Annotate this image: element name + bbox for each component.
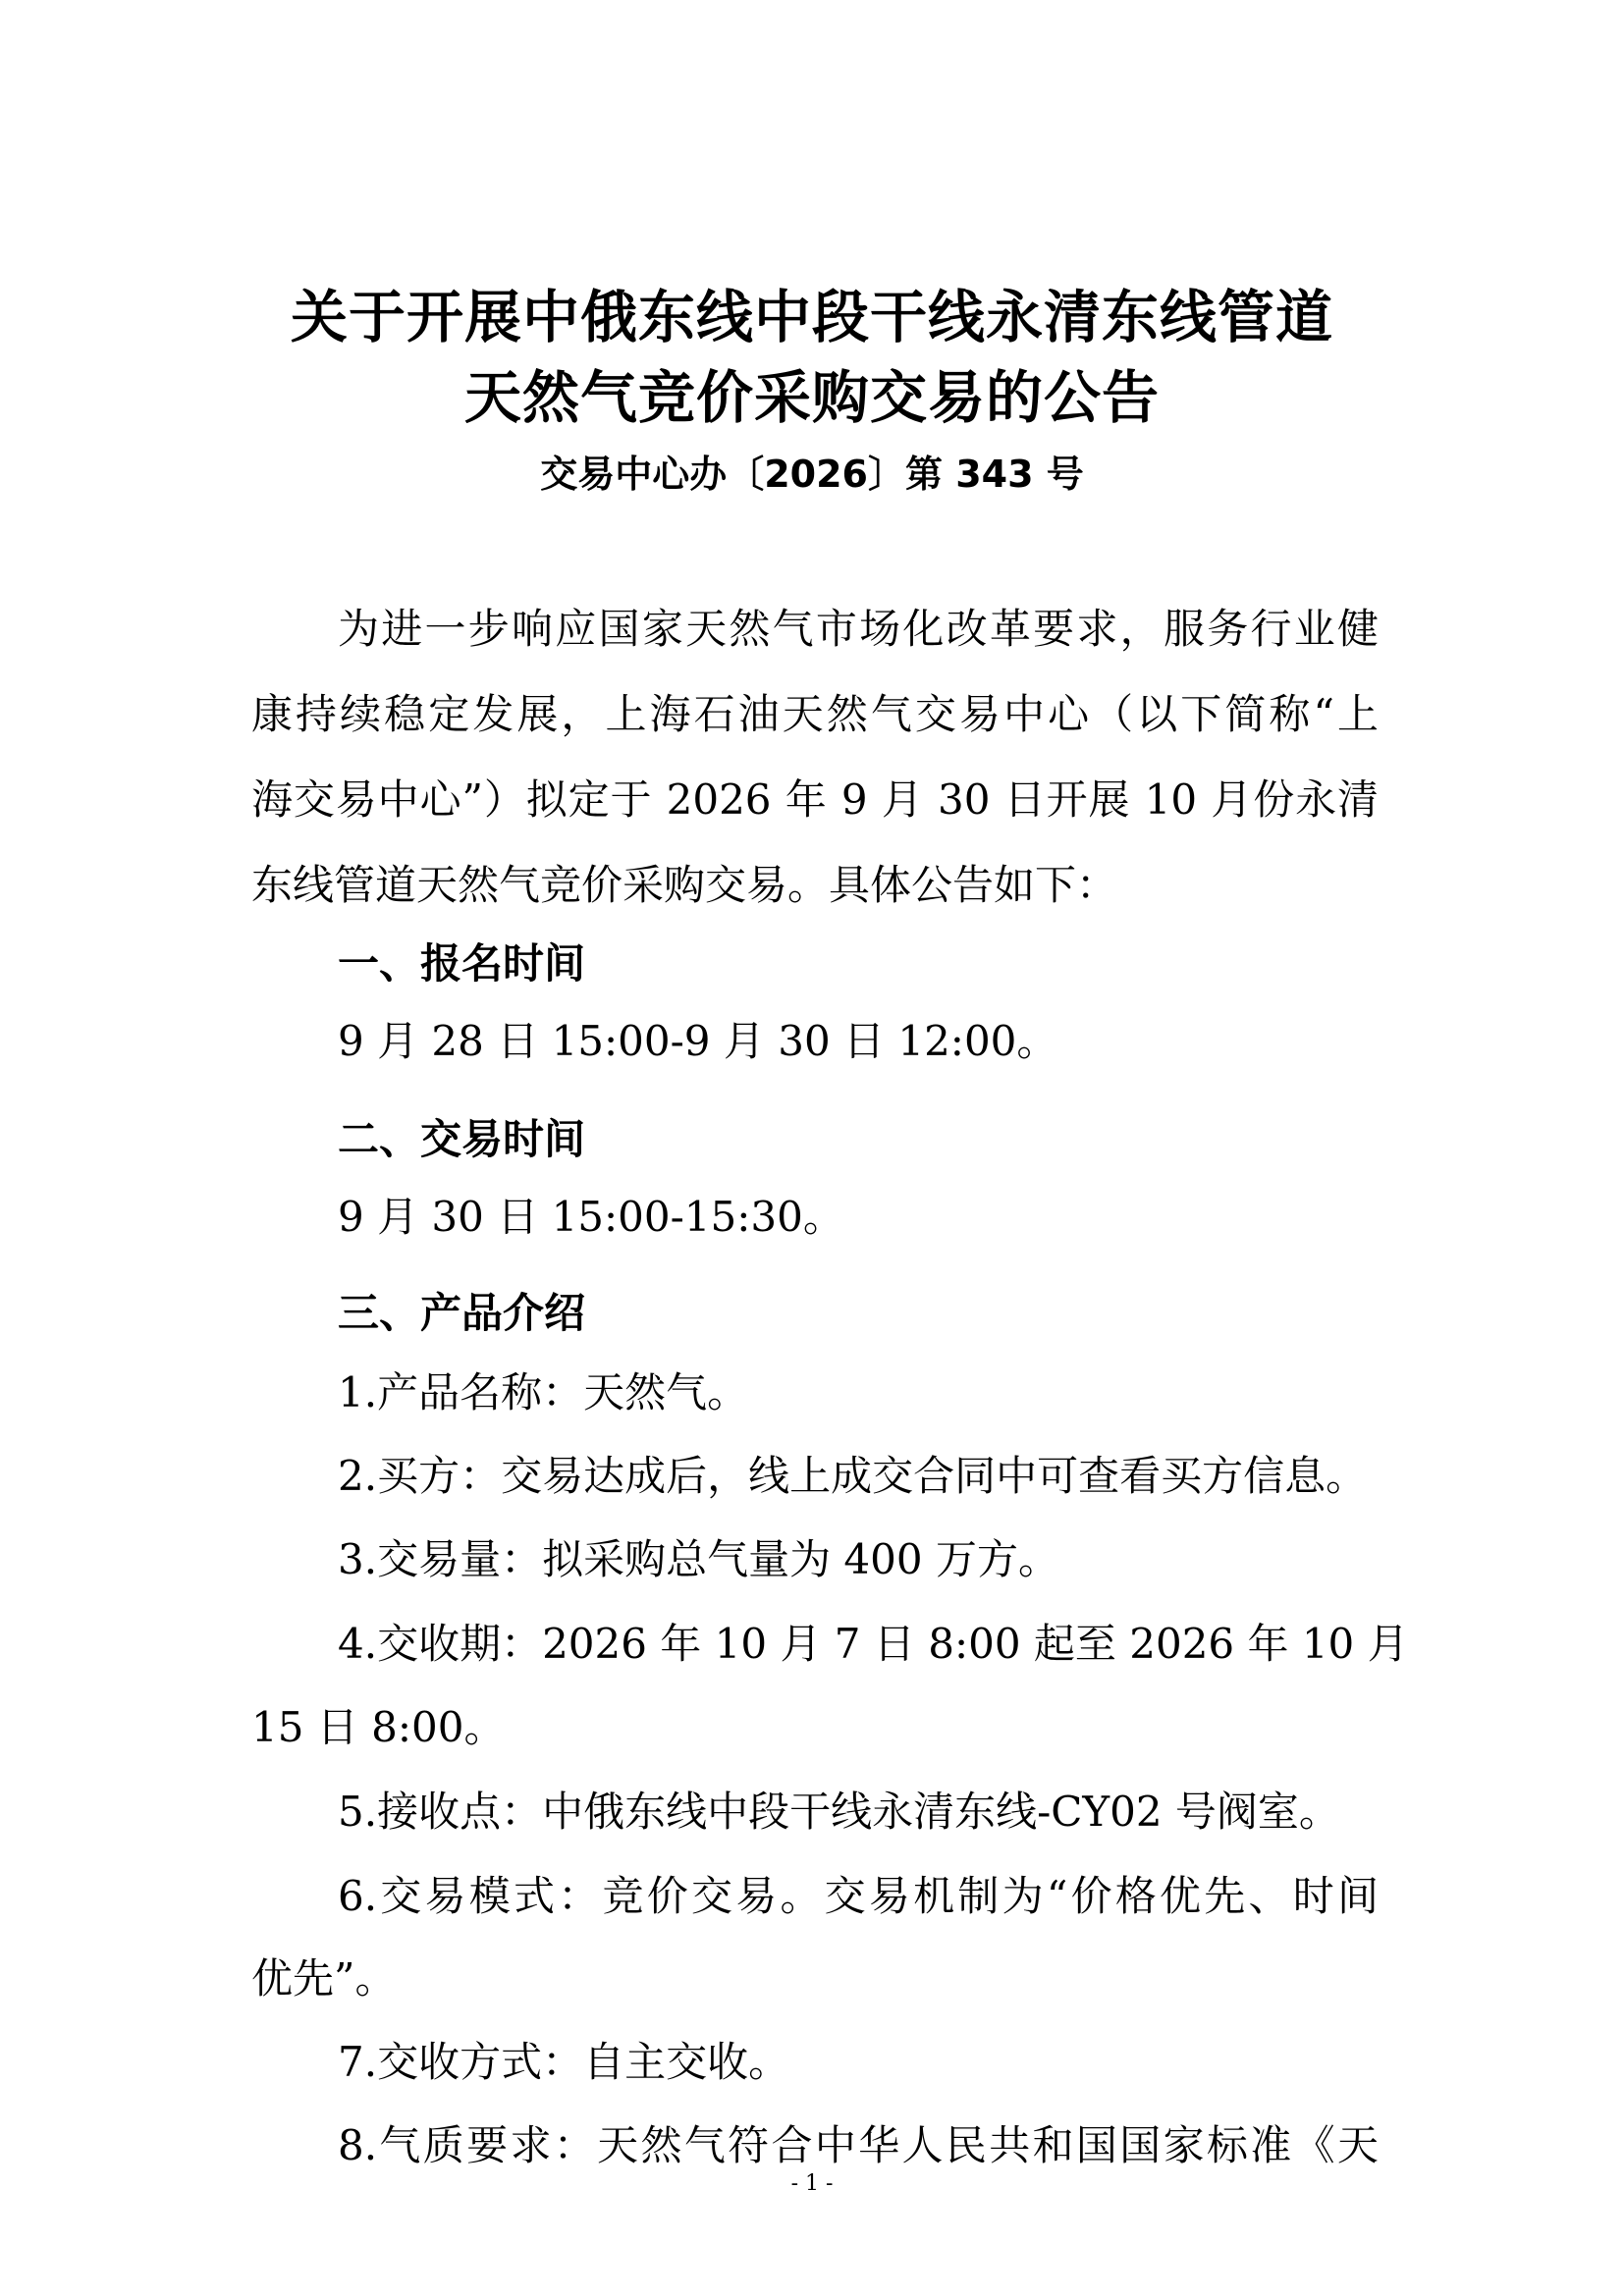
intro-line-4: 东线管道天然气竞价采购交易。具体公告如下：: [251, 861, 1118, 909]
product-item: 2.买方：交易达成后，线上成交合同中可查看买方信息。: [338, 1452, 1368, 1500]
page-number: - 1 -: [790, 2171, 834, 2196]
product-item: 1.产品名称：天然气。: [338, 1368, 749, 1416]
intro-line-2: 康持续稳定发展，上海石油天然气交易中心（以下简称“上: [251, 690, 1379, 738]
registration-time-text: 9 月 28 日 15:00-9 月 30 日 12:00。: [338, 1017, 1058, 1065]
product-item-continuation: 优先”。: [251, 1954, 397, 2002]
intro-line-3: 海交易中心”）拟定于 2026 年 9 月 30 日开展 10 月份永清: [251, 775, 1379, 824]
product-item: 8.气质要求：天然气符合中华人民共和国国家标准《天: [338, 2121, 1379, 2169]
product-item: 7.交收方式：自主交收。: [338, 2038, 790, 2086]
section-heading-product: 三、产品介绍: [338, 1289, 586, 1337]
intro-line-1: 为进一步响应国家天然气市场化改革要求，服务行业健: [338, 605, 1379, 653]
product-item: 4.交收期：2026 年 10 月 7 日 8:00 起至 2026 年 10 月: [338, 1620, 1409, 1668]
section-heading-trading: 二、交易时间: [338, 1115, 586, 1163]
product-item: 3.交易量：拟采购总气量为 400 万方。: [338, 1535, 1059, 1583]
section-heading-registration: 一、报名时间: [338, 939, 586, 988]
product-item-continuation: 15 日 8:00。: [251, 1703, 506, 1751]
product-item: 5.接收点：中俄东线中段干线永清东线-CY02 号阀室。: [338, 1788, 1340, 1836]
trading-time-text: 9 月 30 日 15:00-15:30。: [338, 1193, 844, 1241]
product-item: 6.交易模式：竞价交易。交易机制为“价格优先、时间: [338, 1872, 1379, 1920]
document-title-line-1: 关于开展中俄东线中段干线永清东线管道: [290, 284, 1333, 350]
document-title-line-2: 天然气竞价采购交易的公告: [463, 364, 1160, 431]
document-number: 交易中心办〔2026〕第 343 号: [540, 453, 1084, 496]
